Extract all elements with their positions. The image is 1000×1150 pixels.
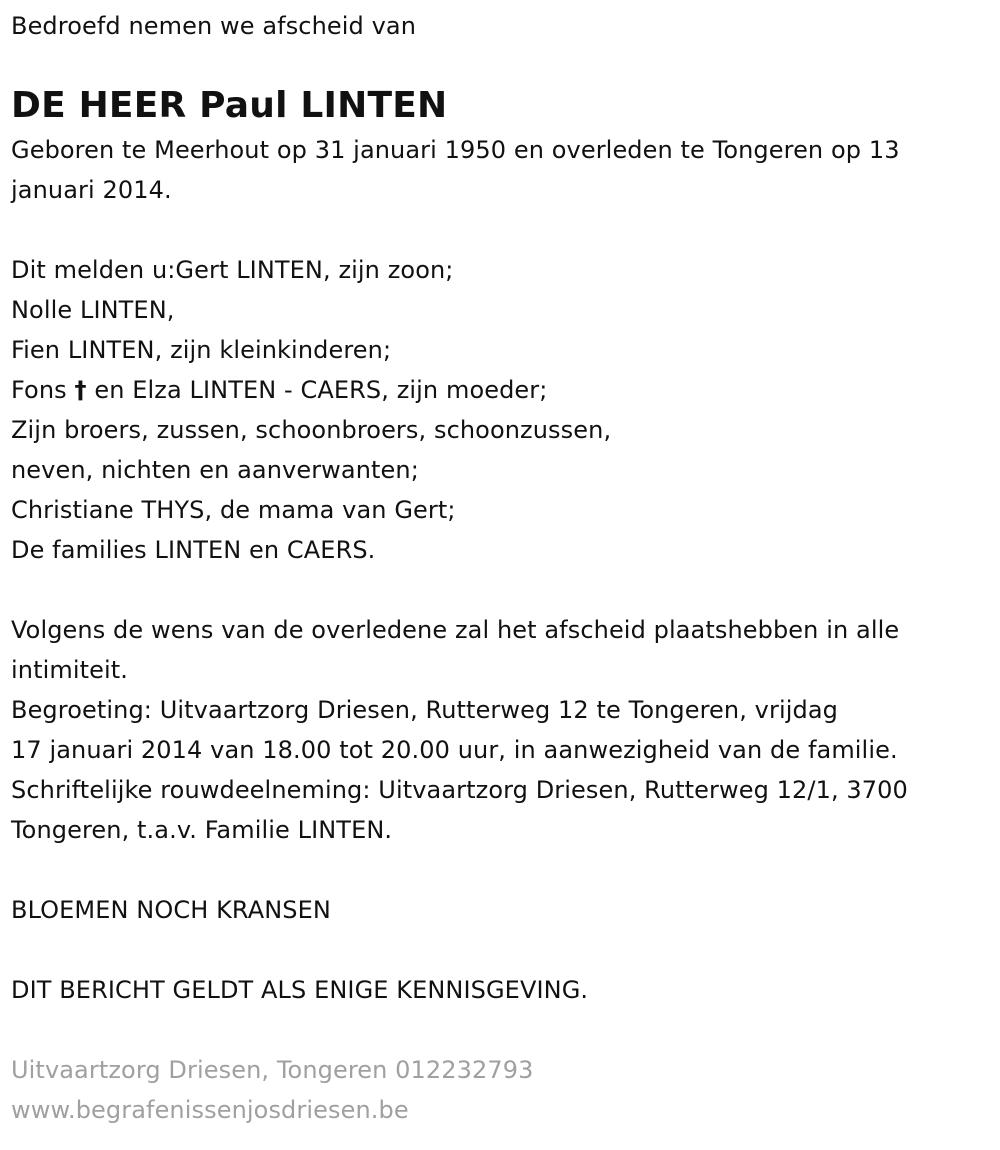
details-line-4: 17 januari 2014 van 18.00 tot 20.00 uur, in aanwezigheid van de familie. <box>11 736 898 764</box>
cross-icon: † <box>74 376 87 404</box>
birth-line-1: Geboren te Meerhout op 31 januari 1950 en overleden te Tongeren op 13 <box>11 136 900 164</box>
spacer <box>11 930 1000 970</box>
family-line-7: Christiane THYS, de mama van Gert; <box>11 496 456 524</box>
spacer <box>11 1010 1000 1050</box>
family-line-5: Zijn broers, zussen, schoonbroers, schoonzussen, <box>11 416 612 444</box>
birth-line-2: januari 2014. <box>11 176 172 204</box>
family-line-4-end: en Elza LINTEN - CAERS, zijn moeder; <box>86 376 548 404</box>
spacer <box>11 210 1000 250</box>
family-line-3: Fien LINTEN, zijn kleinkinderen; <box>11 336 392 364</box>
details-line-6: Tongeren, t.a.v. Familie LINTEN. <box>11 816 393 844</box>
spacer <box>11 850 1000 890</box>
family-line-4-start: Fons <box>11 376 75 404</box>
deceased-name: DE HEER Paul LINTEN <box>11 85 448 126</box>
footer-website-link[interactable]: www.begrafenissenjosdriesen.be <box>11 1096 409 1124</box>
intro-text: Bedroefd nemen we afscheid van <box>11 12 417 40</box>
family-line-1: Dit melden u:Gert LINTEN, zijn zoon; <box>11 256 454 284</box>
family-line-2: Nolle LINTEN, <box>11 296 175 324</box>
details-line-5: Schriftelijke rouwdeelneming: Uitvaartzorg Driesen, Rutterweg 12/1, 3700 <box>11 776 908 804</box>
flowers-notice: BLOEMEN NOCH KRANSEN <box>11 896 331 924</box>
family-line-6: neven, nichten en aanverwanten; <box>11 456 419 484</box>
family-line-8: De families LINTEN en CAERS. <box>11 536 376 564</box>
official-notice: DIT BERICHT GELDT ALS ENIGE KENNISGEVING. <box>11 976 589 1004</box>
details-line-2: intimiteit. <box>11 656 128 684</box>
footer-company: Uitvaartzorg Driesen, Tongeren 012232793 <box>11 1056 534 1084</box>
details-line-3: Begroeting: Uitvaartzorg Driesen, Rutterweg 12 te Tongeren, vrijdag <box>11 696 838 724</box>
details-line-1: Volgens de wens van de overledene zal het afscheid plaatshebben in alle <box>11 616 900 644</box>
spacer <box>11 570 1000 610</box>
family-line-4 <box>11 370 1000 410</box>
